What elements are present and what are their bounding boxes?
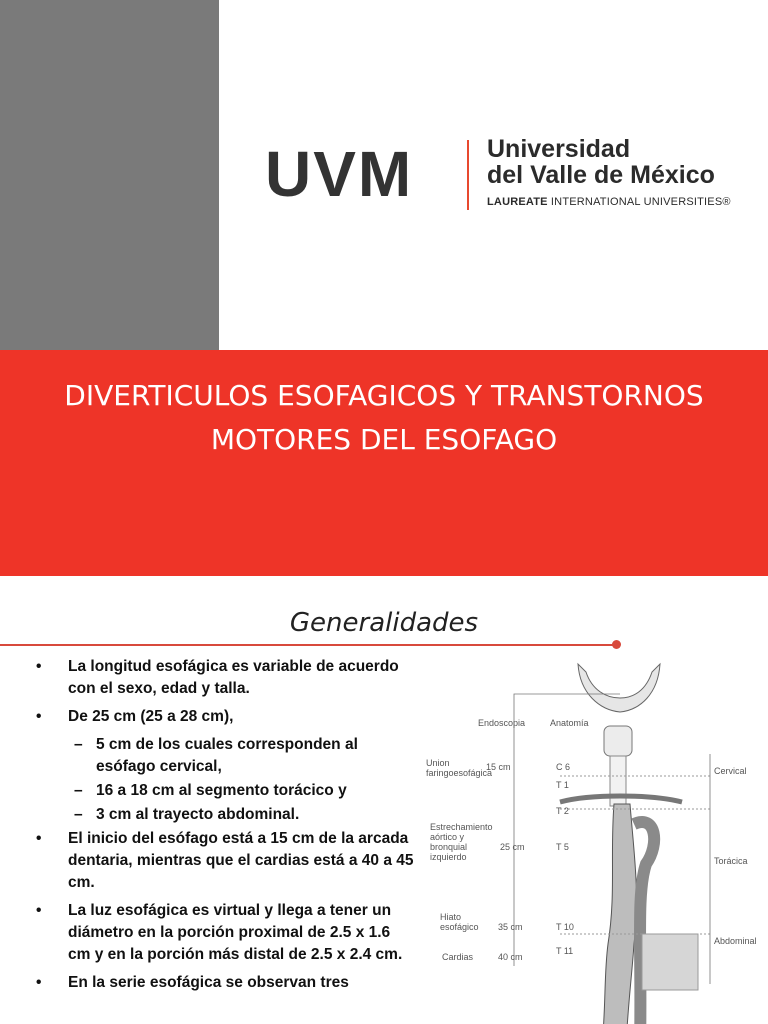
- label-40cm: 40 cm: [498, 952, 523, 962]
- gray-accent-block: [0, 0, 219, 350]
- sub-bullet-item: – 5 cm de los cuales corresponden al esófago cervical,: [36, 734, 416, 778]
- label-cervical: Cervical: [714, 766, 747, 776]
- label-endoscopia: Endoscopia: [478, 718, 526, 728]
- aorta-shape: [634, 822, 654, 1024]
- label-union-2: faringoesofágica: [426, 768, 493, 778]
- esophagus-shape: [602, 804, 637, 1024]
- label-t1: T 1: [556, 780, 569, 790]
- label-t2: T 2: [556, 806, 569, 816]
- logo-university-name: [487, 136, 715, 188]
- bullet-item: • De 25 cm (25 a 28 cm),: [36, 706, 416, 728]
- label-t11: T 11: [556, 946, 574, 956]
- sub-bullet-item: – 16 a 18 cm al segmento torácico y: [36, 780, 416, 802]
- logo-laureate-line: [487, 196, 731, 208]
- heading-rule-dot: [612, 640, 621, 649]
- bullet-item: • El inicio del esófago está a 15 cm de la arcada dentaria, mientras que el cardias está a 40 a 45 cm.: [36, 828, 416, 894]
- label-estrech-2: aórtico y: [430, 832, 465, 842]
- label-estrech-3: bronquial: [430, 842, 468, 852]
- label-abdominal: Abdominal: [714, 936, 757, 946]
- mandible-shape: [578, 664, 660, 712]
- label-t10: T 10: [556, 922, 574, 932]
- label-c6: C 6: [556, 762, 571, 772]
- slide-title-line1: DIVERTICULOS ESOFAGICOS Y TRANSTORNOS: [64, 379, 704, 412]
- label-estrech-1: Estrechamiento: [430, 822, 493, 832]
- label-anatomia: Anatomía: [550, 718, 589, 728]
- bullet-item: • La longitud esofágica es variable de acuerdo con el sexo, edad y talla.: [36, 656, 416, 700]
- slide-title-line2: MOTORES DEL ESOFAGO: [210, 423, 558, 456]
- label-35cm: 35 cm: [498, 922, 523, 932]
- uvm-logo: [265, 136, 735, 212]
- label-hiato-1: Hiato: [440, 912, 462, 922]
- sub-bullet-item: – 3 cm al trayecto abdominal.: [36, 804, 416, 826]
- heading-rule: [0, 644, 616, 646]
- label-15cm: 15 cm: [486, 762, 511, 772]
- label-25cm: 25 cm: [500, 842, 525, 852]
- logo-sub-rest: INTERNATIONAL UNIVERSITIES®: [547, 196, 731, 208]
- logo-name-line2: del Valle de México: [487, 161, 715, 189]
- label-t5: T 5: [556, 842, 569, 852]
- logo-divider: [467, 140, 469, 210]
- label-cardias: Cardias: [442, 952, 474, 962]
- slide-title: [20, 374, 748, 462]
- label-hiato-2: esofágico: [440, 922, 479, 932]
- label-toracica: Torácica: [714, 856, 748, 866]
- label-union-1: Union: [426, 758, 450, 768]
- slide-heading: Generalidades: [289, 608, 479, 638]
- logo-sub-bold: LAUREATE: [487, 196, 548, 208]
- logo-name-line1: Universidad: [487, 135, 631, 163]
- bullet-item: • En la serie esofágica se observan tres: [36, 972, 416, 994]
- stomach-region: [642, 934, 698, 990]
- larynx-shape: [604, 726, 632, 756]
- bullet-item: • La luz esofágica es virtual y llega a tener un diámetro en la porción proximal de 2.5 x 1.6 cm y en la porción más distal de 2.5 x 2.4 cm.: [36, 900, 416, 966]
- bullet-list: [36, 656, 416, 1000]
- logo-mark: UVM: [265, 138, 414, 210]
- content-slide: [0, 576, 768, 1024]
- esophagus-anatomy-figure: [420, 654, 768, 1024]
- label-estrech-4: izquierdo: [430, 852, 467, 862]
